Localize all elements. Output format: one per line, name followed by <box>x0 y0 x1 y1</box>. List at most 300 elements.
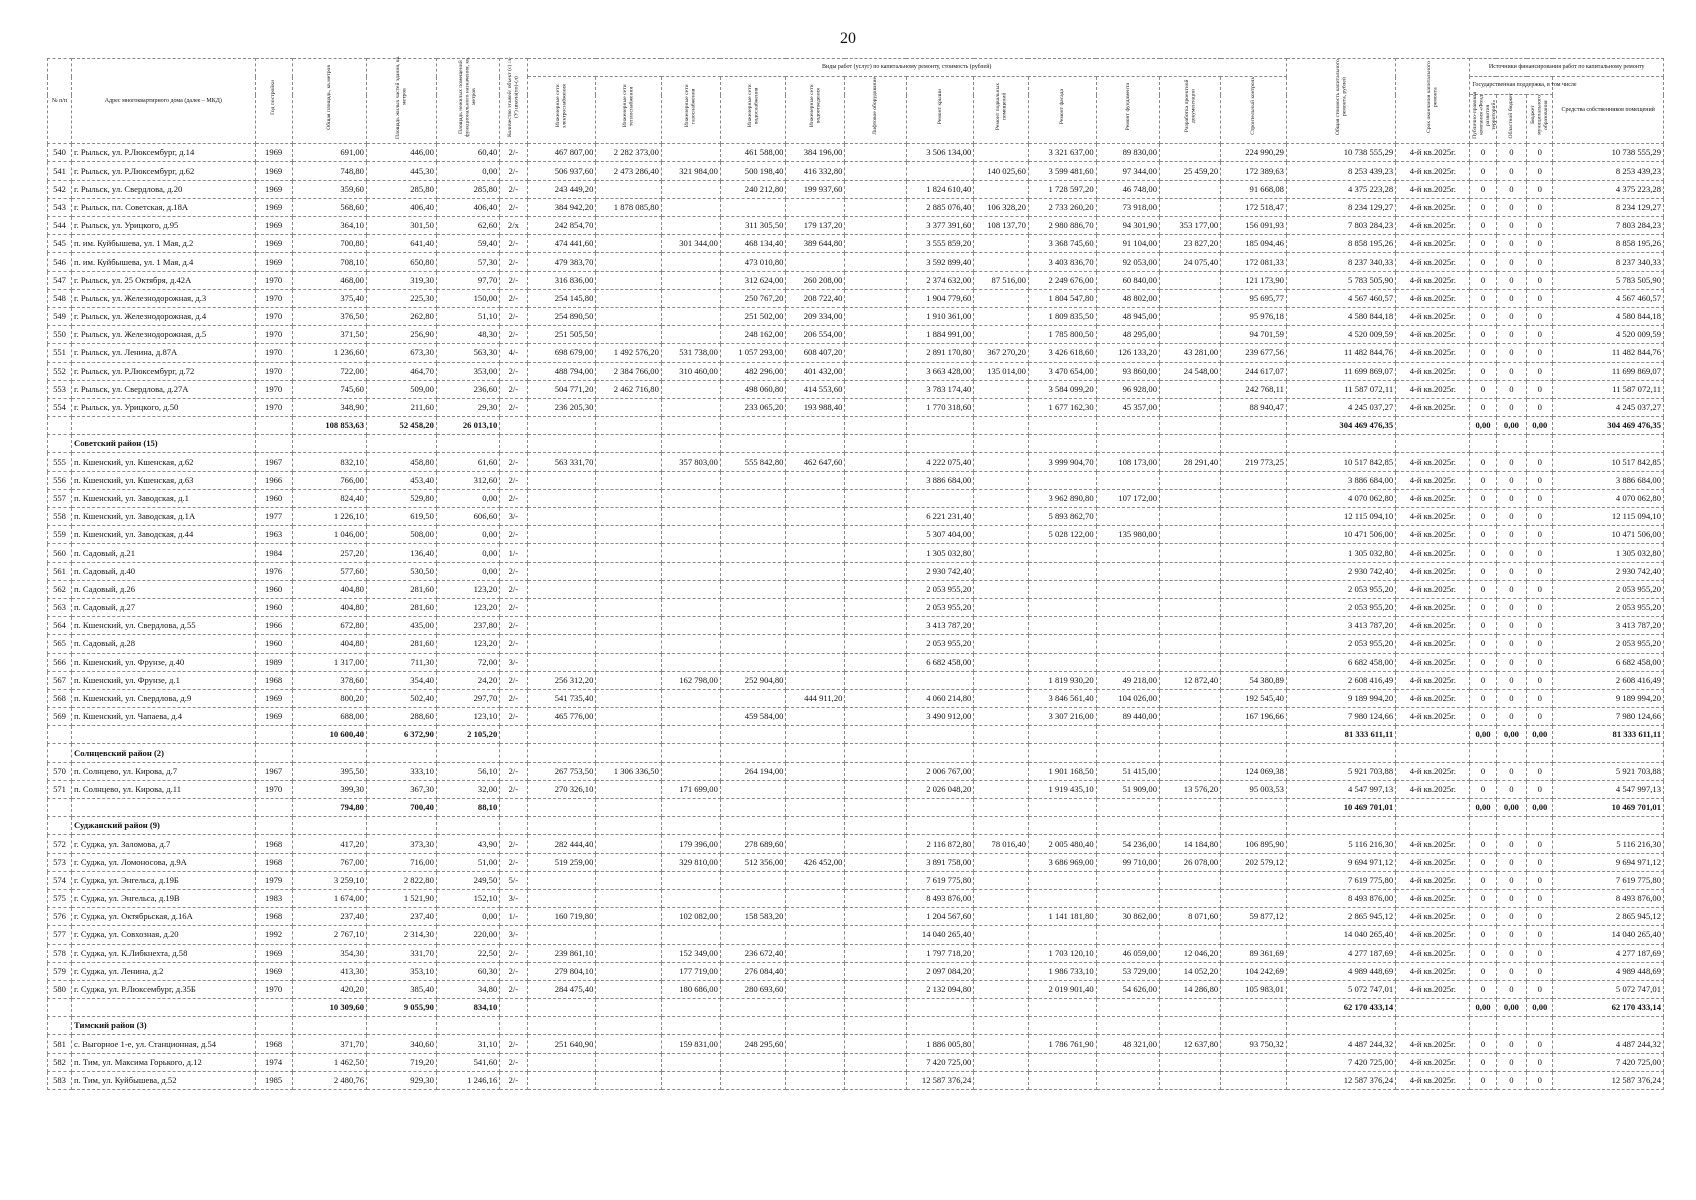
category: 2/- <box>500 1071 527 1089</box>
subtotal-work-roof <box>906 726 974 744</box>
section-empty-cell <box>596 817 662 835</box>
work-sewer: 179 137,20 <box>786 217 845 235</box>
funding-municipal: 0 <box>1527 217 1553 235</box>
work-design <box>1160 708 1221 726</box>
subtotal-funding-regional: 0,00 <box>1496 999 1527 1017</box>
table-row <box>48 326 1664 344</box>
work-gas <box>661 708 720 726</box>
funding-municipal: 0 <box>1527 271 1553 289</box>
address: п. Кшенский, ул. Кшенская, д.62 <box>72 453 256 471</box>
work-control <box>1221 598 1287 616</box>
row-number: 550 <box>48 326 72 344</box>
year-built: 1968 <box>255 1035 292 1053</box>
work-heat <box>596 580 662 598</box>
work-heat <box>596 617 662 635</box>
work-basement <box>974 889 1029 907</box>
work-design <box>1160 326 1221 344</box>
work-water: 512 356,00 <box>720 853 786 871</box>
table-row <box>48 271 1664 289</box>
work-gas <box>661 926 720 944</box>
table-row <box>48 780 1664 798</box>
category: 2/- <box>500 198 527 216</box>
funding-municipal: 0 <box>1527 326 1553 344</box>
table-row <box>48 980 1664 998</box>
work-facade: 3 403 836,70 <box>1028 253 1096 271</box>
work-gas: 171 699,00 <box>661 780 720 798</box>
work-foundation: 48 295,00 <box>1096 326 1159 344</box>
funding-owners: 4 277 187,69 <box>1553 944 1664 962</box>
subtotal-category <box>500 799 527 817</box>
section-empty-cell <box>1527 744 1553 762</box>
row-number: 578 <box>48 944 72 962</box>
header-funding-regional: Областной бюджет <box>1508 92 1515 139</box>
work-foundation <box>1096 1053 1159 1071</box>
work-heat <box>596 871 662 889</box>
work-sewer <box>786 653 845 671</box>
section-empty-cell <box>500 435 527 453</box>
work-electric: 256 312,20 <box>527 671 596 689</box>
section-empty-cell <box>500 1017 527 1035</box>
work-basement: 140 025,60 <box>974 162 1029 180</box>
work-sewer <box>786 198 845 216</box>
subtotal-work-heat <box>596 417 662 435</box>
work-gas <box>661 307 720 325</box>
nonliving-area: 312,60 <box>436 471 499 489</box>
section-empty-cell <box>906 435 974 453</box>
work-lift <box>845 508 906 526</box>
work-control <box>1221 1071 1287 1089</box>
address: п. Садовый, д.21 <box>72 544 256 562</box>
total-cost: 4 375 223,28 <box>1286 180 1395 198</box>
section-empty-cell <box>500 817 527 835</box>
work-basement <box>974 489 1029 507</box>
work-sewer: 209 334,00 <box>786 307 845 325</box>
row-number: 567 <box>48 671 72 689</box>
total-cost: 7 980 124,66 <box>1286 708 1395 726</box>
section-empty-cell <box>1286 435 1395 453</box>
address: п. Тим, ул. Куйбышева, д.52 <box>72 1071 256 1089</box>
section-empty-cell <box>596 435 662 453</box>
work-foundation: 30 862,00 <box>1096 908 1159 926</box>
section-empty-cell <box>1396 435 1470 453</box>
table-row <box>48 617 1664 635</box>
section-empty-cell <box>845 1017 906 1035</box>
funding-regional: 0 <box>1496 635 1527 653</box>
section-empty-cell <box>1286 1017 1395 1035</box>
work-lift <box>845 617 906 635</box>
work-control <box>1221 871 1287 889</box>
address: г. Суджа, ул. Совхозная, д.20 <box>72 926 256 944</box>
row-number: 570 <box>48 762 72 780</box>
funding-regional: 0 <box>1496 344 1527 362</box>
table-row <box>48 344 1664 362</box>
total-cost: 10 738 555,29 <box>1286 144 1395 162</box>
section-empty-cell <box>366 817 436 835</box>
work-electric <box>527 508 596 526</box>
section-empty-cell <box>1553 817 1664 835</box>
subtotal-year-built <box>255 799 292 817</box>
address: г. Рыльск, ул. Урицкого, д.95 <box>72 217 256 235</box>
work-basement <box>974 1071 1029 1089</box>
total-area: 832,10 <box>292 453 366 471</box>
funding-fund: 0 <box>1470 708 1496 726</box>
work-foundation <box>1096 617 1159 635</box>
subtotal-work-electric <box>527 999 596 1017</box>
address: п. Кшенский, ул. Фрунзе, д.1 <box>72 671 256 689</box>
subtotal-work-water <box>720 417 786 435</box>
work-facade: 1 703 120,10 <box>1028 944 1096 962</box>
deadline: 4-й кв.2025г. <box>1396 271 1470 289</box>
deadline: 4-й кв.2025г. <box>1396 526 1470 544</box>
funding-municipal: 0 <box>1527 580 1553 598</box>
row-number: 545 <box>48 235 72 253</box>
subtotal-work-basement <box>974 999 1029 1017</box>
nonliving-area: 24,20 <box>436 671 499 689</box>
section-empty-cell <box>366 435 436 453</box>
work-basement <box>974 235 1029 253</box>
year-built: 1968 <box>255 908 292 926</box>
funding-fund: 0 <box>1470 362 1496 380</box>
work-electric <box>527 598 596 616</box>
section-empty-cell <box>1096 744 1159 762</box>
work-heat <box>596 217 662 235</box>
work-design <box>1160 889 1221 907</box>
work-design: 23 827,20 <box>1160 235 1221 253</box>
year-built: 1970 <box>255 780 292 798</box>
total-area: 420,20 <box>292 980 366 998</box>
category: 2/- <box>500 526 527 544</box>
work-sewer: 193 988,40 <box>786 398 845 416</box>
work-water <box>720 198 786 216</box>
nonliving-area: 34,80 <box>436 980 499 998</box>
work-electric: 279 804,10 <box>527 962 596 980</box>
category: 2/- <box>500 453 527 471</box>
funding-fund: 0 <box>1470 1053 1496 1071</box>
deadline: 4-й кв.2025г. <box>1396 1071 1470 1089</box>
section-empty-cell <box>974 817 1029 835</box>
work-water: 240 212,80 <box>720 180 786 198</box>
work-sewer: 444 911,20 <box>786 689 845 707</box>
header-work-facade: Ремонт фасада <box>1059 88 1066 124</box>
year-built: 1969 <box>255 180 292 198</box>
nonliving-area: 61,60 <box>436 453 499 471</box>
subtotal-deadline <box>1396 417 1470 435</box>
work-gas <box>661 889 720 907</box>
work-lift <box>845 271 906 289</box>
funding-regional: 0 <box>1496 871 1527 889</box>
work-heat <box>596 398 662 416</box>
nonliving-area: 57,30 <box>436 253 499 271</box>
header-category: Количество этажей/ объект (с) /л-(У) школа(по)-(л) <box>506 57 520 138</box>
work-sewer <box>786 617 845 635</box>
deadline: 4-й кв.2025г. <box>1396 889 1470 907</box>
subtotal-row-number <box>48 726 72 744</box>
funding-municipal: 0 <box>1527 362 1553 380</box>
funding-regional: 0 <box>1496 853 1527 871</box>
work-roof: 1 824 610,40 <box>906 180 974 198</box>
table-row <box>48 1053 1664 1071</box>
work-sewer: 208 722,40 <box>786 289 845 307</box>
work-heat <box>596 944 662 962</box>
living-area: 373,30 <box>366 835 436 853</box>
header-work-design: Разработка проектной документации <box>1183 79 1197 133</box>
work-lift <box>845 762 906 780</box>
work-roof: 5 307 404,00 <box>906 526 974 544</box>
work-electric <box>527 1053 596 1071</box>
table-row <box>48 489 1664 507</box>
funding-municipal: 0 <box>1527 453 1553 471</box>
funding-municipal: 0 <box>1527 780 1553 798</box>
funding-municipal: 0 <box>1527 471 1553 489</box>
work-sewer <box>786 635 845 653</box>
work-control: 202 579,12 <box>1221 853 1287 871</box>
funding-municipal: 0 <box>1527 1035 1553 1053</box>
work-sewer: 414 553,60 <box>786 380 845 398</box>
header-work-electric: Инженерные сети электроснабжения <box>555 84 568 129</box>
year-built: 1977 <box>255 508 292 526</box>
funding-municipal: 0 <box>1527 1053 1553 1071</box>
funding-fund: 0 <box>1470 453 1496 471</box>
deadline: 4-й кв.2025г. <box>1396 1035 1470 1053</box>
work-facade: 2 019 901,40 <box>1028 980 1096 998</box>
work-lift <box>845 671 906 689</box>
living-area: 406,40 <box>366 198 436 216</box>
work-foundation <box>1096 471 1159 489</box>
work-water: 236 672,40 <box>720 944 786 962</box>
total-cost: 4 567 460,57 <box>1286 289 1395 307</box>
work-basement: 367 270,20 <box>974 344 1029 362</box>
category: 2/х <box>500 217 527 235</box>
work-design <box>1160 926 1221 944</box>
work-heat <box>596 926 662 944</box>
work-sewer <box>786 580 845 598</box>
work-basement <box>974 689 1029 707</box>
work-foundation <box>1096 562 1159 580</box>
work-roof: 4 222 075,40 <box>906 453 974 471</box>
deadline: 4-й кв.2025г. <box>1396 653 1470 671</box>
year-built: 1970 <box>255 289 292 307</box>
section-title: Суджанский район (9) <box>72 817 256 835</box>
year-built: 1970 <box>255 344 292 362</box>
work-basement <box>974 853 1029 871</box>
total-area: 395,50 <box>292 762 366 780</box>
deadline: 4-й кв.2025г. <box>1396 671 1470 689</box>
total-area: 1 226,10 <box>292 508 366 526</box>
funding-municipal: 0 <box>1527 307 1553 325</box>
work-gas <box>661 871 720 889</box>
work-roof: 2 132 094,80 <box>906 980 974 998</box>
section-empty-cell <box>596 744 662 762</box>
work-heat <box>596 453 662 471</box>
table-row <box>48 926 1664 944</box>
row-number: 543 <box>48 198 72 216</box>
subtotal-work-facade <box>1028 417 1096 435</box>
total-cost: 9 189 994,20 <box>1286 689 1395 707</box>
work-lift <box>845 544 906 562</box>
work-sewer: 401 432,00 <box>786 362 845 380</box>
funding-regional: 0 <box>1496 398 1527 416</box>
subtotal-deadline <box>1396 999 1470 1017</box>
funding-fund: 0 <box>1470 380 1496 398</box>
funding-fund: 0 <box>1470 307 1496 325</box>
total-cost: 6 682 458,00 <box>1286 653 1395 671</box>
address: п. Садовый, д.40 <box>72 562 256 580</box>
section-empty-cell <box>720 817 786 835</box>
funding-fund: 0 <box>1470 653 1496 671</box>
funding-regional: 0 <box>1496 380 1527 398</box>
section-empty-cell <box>292 1017 366 1035</box>
table-row <box>48 253 1664 271</box>
nonliving-area: 220,00 <box>436 926 499 944</box>
header-funding-fund: Публично-правовая компания «Фонд развития территорий» <box>1472 91 1498 139</box>
living-area: 446,00 <box>366 144 436 162</box>
address: п. Садовый, д.28 <box>72 635 256 653</box>
table-row <box>48 362 1664 380</box>
work-gas: 177 719,00 <box>661 962 720 980</box>
subtotal-work-gas <box>661 726 720 744</box>
subtotal-year-built <box>255 417 292 435</box>
funding-regional: 0 <box>1496 671 1527 689</box>
total-cost: 10 517 842,85 <box>1286 453 1395 471</box>
funding-owners: 2 053 955,20 <box>1553 580 1664 598</box>
work-design <box>1160 489 1221 507</box>
subtotal-address <box>72 417 256 435</box>
work-electric <box>527 1071 596 1089</box>
work-basement <box>974 871 1029 889</box>
funding-fund: 0 <box>1470 871 1496 889</box>
funding-owners: 4 567 460,57 <box>1553 289 1664 307</box>
work-lift <box>845 344 906 362</box>
work-foundation: 93 860,00 <box>1096 362 1159 380</box>
section-row <box>48 744 1664 762</box>
work-heat <box>596 180 662 198</box>
address: г. Рыльск, ул. Р.Люксембург, д.62 <box>72 162 256 180</box>
total-area: 364,10 <box>292 217 366 235</box>
work-electric: 254 890,50 <box>527 307 596 325</box>
section-empty-cell <box>1221 435 1287 453</box>
work-electric <box>527 635 596 653</box>
work-control <box>1221 489 1287 507</box>
funding-fund: 0 <box>1470 562 1496 580</box>
work-roof: 2 374 632,00 <box>906 271 974 289</box>
funding-fund: 0 <box>1470 980 1496 998</box>
work-facade <box>1028 562 1096 580</box>
subtotal-living-area: 6 372,90 <box>366 726 436 744</box>
work-electric: 504 771,20 <box>527 380 596 398</box>
work-foundation <box>1096 635 1159 653</box>
section-empty-cell <box>786 817 845 835</box>
funding-municipal: 0 <box>1527 689 1553 707</box>
funding-regional: 0 <box>1496 1071 1527 1089</box>
funding-municipal: 0 <box>1527 489 1553 507</box>
total-cost: 12 115 094,10 <box>1286 508 1395 526</box>
nonliving-area: 62,60 <box>436 217 499 235</box>
table-row <box>48 762 1664 780</box>
subtotal-work-heat <box>596 726 662 744</box>
deadline: 4-й кв.2025г. <box>1396 180 1470 198</box>
funding-owners: 7 420 725,00 <box>1553 1053 1664 1071</box>
work-electric: 563 331,70 <box>527 453 596 471</box>
year-built: 1970 <box>255 398 292 416</box>
funding-fund: 0 <box>1470 580 1496 598</box>
work-design <box>1160 180 1221 198</box>
work-foundation: 104 026,00 <box>1096 689 1159 707</box>
work-facade <box>1028 1053 1096 1071</box>
work-basement <box>974 253 1029 271</box>
work-gas <box>661 562 720 580</box>
work-heat <box>596 526 662 544</box>
work-gas: 329 810,00 <box>661 853 720 871</box>
funding-municipal: 0 <box>1527 835 1553 853</box>
nonliving-area: 60,40 <box>436 144 499 162</box>
work-gas <box>661 526 720 544</box>
year-built: 1970 <box>255 380 292 398</box>
funding-owners: 5 921 703,88 <box>1553 762 1664 780</box>
work-lift <box>845 1071 906 1089</box>
table-header <box>48 55 1664 144</box>
funding-owners: 9 189 994,20 <box>1553 689 1664 707</box>
nonliving-area: 31,10 <box>436 1035 499 1053</box>
header-num: № п/п <box>48 59 72 144</box>
work-facade: 3 470 654,00 <box>1028 362 1096 380</box>
work-heat <box>596 562 662 580</box>
total-cost: 4 520 009,59 <box>1286 326 1395 344</box>
work-sewer <box>786 1053 845 1071</box>
funding-regional: 0 <box>1496 926 1527 944</box>
total-cost: 4 487 244,32 <box>1286 1035 1395 1053</box>
subtotal-nonliving-area: 834,10 <box>436 999 499 1017</box>
nonliving-area: 60,30 <box>436 962 499 980</box>
nonliving-area: 150,00 <box>436 289 499 307</box>
work-design: 353 177,00 <box>1160 217 1221 235</box>
work-sewer <box>786 962 845 980</box>
work-heat <box>596 689 662 707</box>
funding-owners: 8 234 129,27 <box>1553 198 1664 216</box>
funding-fund: 0 <box>1470 235 1496 253</box>
total-cost: 11 699 869,07 <box>1286 362 1395 380</box>
living-area: 211,60 <box>366 398 436 416</box>
subtotal-total-cost: 62 170 433,14 <box>1286 999 1395 1017</box>
total-cost: 5 921 703,88 <box>1286 762 1395 780</box>
funding-owners: 8 493 876,00 <box>1553 889 1664 907</box>
work-sewer <box>786 562 845 580</box>
year-built: 1969 <box>255 144 292 162</box>
work-water: 264 194,00 <box>720 762 786 780</box>
work-foundation <box>1096 889 1159 907</box>
section-empty-cell <box>1096 1017 1159 1035</box>
total-area: 468,00 <box>292 271 366 289</box>
section-spacer <box>48 744 72 762</box>
work-control: 93 750,32 <box>1221 1035 1287 1053</box>
work-heat <box>596 889 662 907</box>
work-basement <box>974 1053 1029 1071</box>
work-electric <box>527 889 596 907</box>
living-area: 285,80 <box>366 180 436 198</box>
work-foundation: 89 440,00 <box>1096 708 1159 726</box>
section-empty-cell <box>366 1017 436 1035</box>
funding-fund: 0 <box>1470 944 1496 962</box>
header-work-sewer: Инженерные сети водоотведения <box>809 84 822 128</box>
nonliving-area: 43,90 <box>436 835 499 853</box>
category: 1/- <box>500 544 527 562</box>
work-lift <box>845 526 906 544</box>
row-number: 547 <box>48 271 72 289</box>
funding-fund: 0 <box>1470 617 1496 635</box>
funding-regional: 0 <box>1496 562 1527 580</box>
work-heat <box>596 471 662 489</box>
category: 2/- <box>500 271 527 289</box>
work-design <box>1160 508 1221 526</box>
